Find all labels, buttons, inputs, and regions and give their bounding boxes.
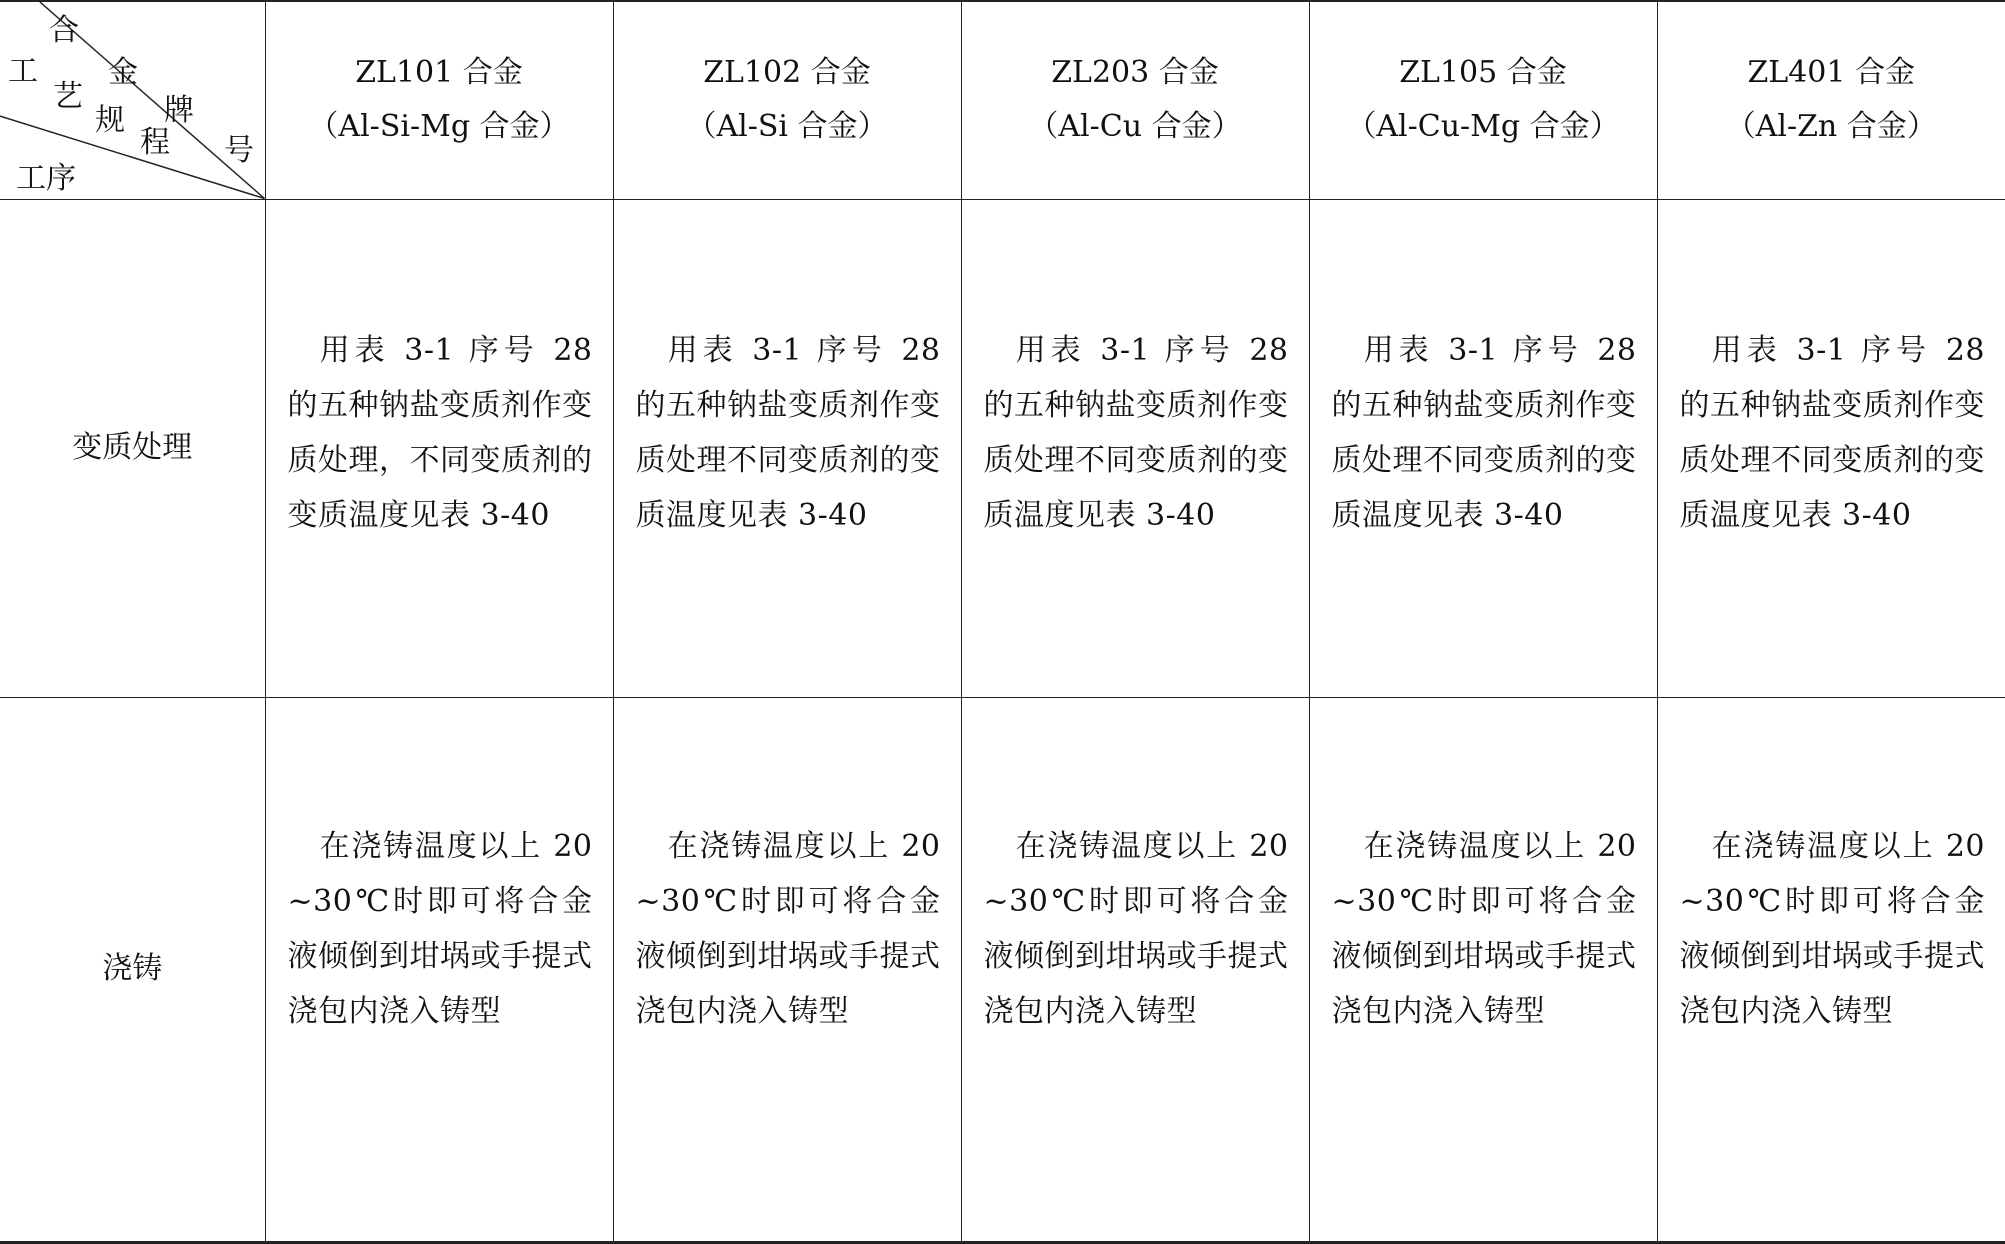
table-cell: 在浇铸温度以上 20 ~30℃时即可将合金液倾倒到坩埚或手提式浇包内浇入铸型 — [613, 697, 961, 1242]
step-label: 浇铸 — [0, 697, 265, 1242]
corner-char: 牌 — [164, 93, 194, 128]
table-row-pouring — [0, 697, 2005, 1242]
table-cell: 在浇铸温度以上 20 ~30℃时即可将合金液倾倒到坩埚或手提式浇包内浇入铸型 — [1309, 697, 1657, 1242]
corner-char: 金 — [108, 55, 138, 90]
alloy-code: ZL105 合金 — [1399, 55, 1567, 91]
corner-char: 号 — [224, 133, 254, 168]
table-cell: 在浇铸温度以上 20 ~30℃时即可将合金液倾倒到坩埚或手提式浇包内浇入铸型 — [1657, 697, 2005, 1242]
table-cell: 用表 3-1 序号 28 的五种钠盐变质剂作变质处理不同变质剂的变质温度见表 3-40 — [613, 199, 961, 697]
corner-char: 合 — [49, 13, 79, 48]
table-row-modification — [0, 199, 2005, 697]
alloy-code: ZL401 合金 — [1747, 55, 1916, 91]
table-cell: 用表 3-1 序号 28 的五种钠盐变质剂作变质处理不同变质剂的变质温度见表 3-40 — [1657, 199, 2005, 697]
corner-char: 艺 — [53, 79, 83, 114]
table-cell: 用表 3-1 序号 28 的五种钠盐变质剂作变质处理不同变质剂的变质温度见表 3-40 — [961, 199, 1309, 697]
alloy-family: （Al-Si 合金） — [686, 109, 888, 145]
table-cell: 用表 3-1 序号 28 的五种钠盐变质剂作变质处理，不同变质剂的变质温度见表 3-40 — [265, 199, 613, 697]
table-cell: 在浇铸温度以上 20 ~30℃时即可将合金液倾倒到坩埚或手提式浇包内浇入铸型 — [961, 697, 1309, 1242]
alloy-header-zl401 — [1657, 1, 2005, 199]
alloy-family: （Al-Cu-Mg 合金） — [1346, 109, 1620, 145]
table-cell: 用表 3-1 序号 28 的五种钠盐变质剂作变质处理不同变质剂的变质温度见表 3-40 — [1309, 199, 1657, 697]
step-label: 变质处理 — [0, 199, 265, 697]
diagonal-header-cell — [0, 1, 265, 199]
alloy-code: ZL101 合金 — [355, 55, 523, 91]
corner-char: 规 — [95, 103, 125, 138]
alloy-family: （Al-Cu 合金） — [1028, 109, 1242, 145]
corner-label-process: 工序 — [16, 161, 76, 196]
alloy-header-zl102 — [613, 1, 961, 199]
alloy-code: ZL102 合金 — [703, 55, 871, 91]
alloy-code: ZL203 合金 — [1051, 55, 1219, 91]
alloy-header-zl203 — [961, 1, 1309, 199]
alloy-family: （Al-Zn 合金） — [1725, 109, 1937, 145]
header-row — [0, 1, 2005, 199]
corner-char: 工 — [8, 54, 38, 89]
table-cell: 在浇铸温度以上 20 ~30℃时即可将合金液倾倒到坩埚或手提式浇包内浇入铸型 — [265, 697, 613, 1242]
corner-char: 程 — [140, 125, 170, 160]
alloy-header-zl105 — [1309, 1, 1657, 199]
alloy-family: （Al-Si-Mg 合金） — [308, 109, 570, 145]
alloy-header-zl101 — [265, 1, 613, 199]
